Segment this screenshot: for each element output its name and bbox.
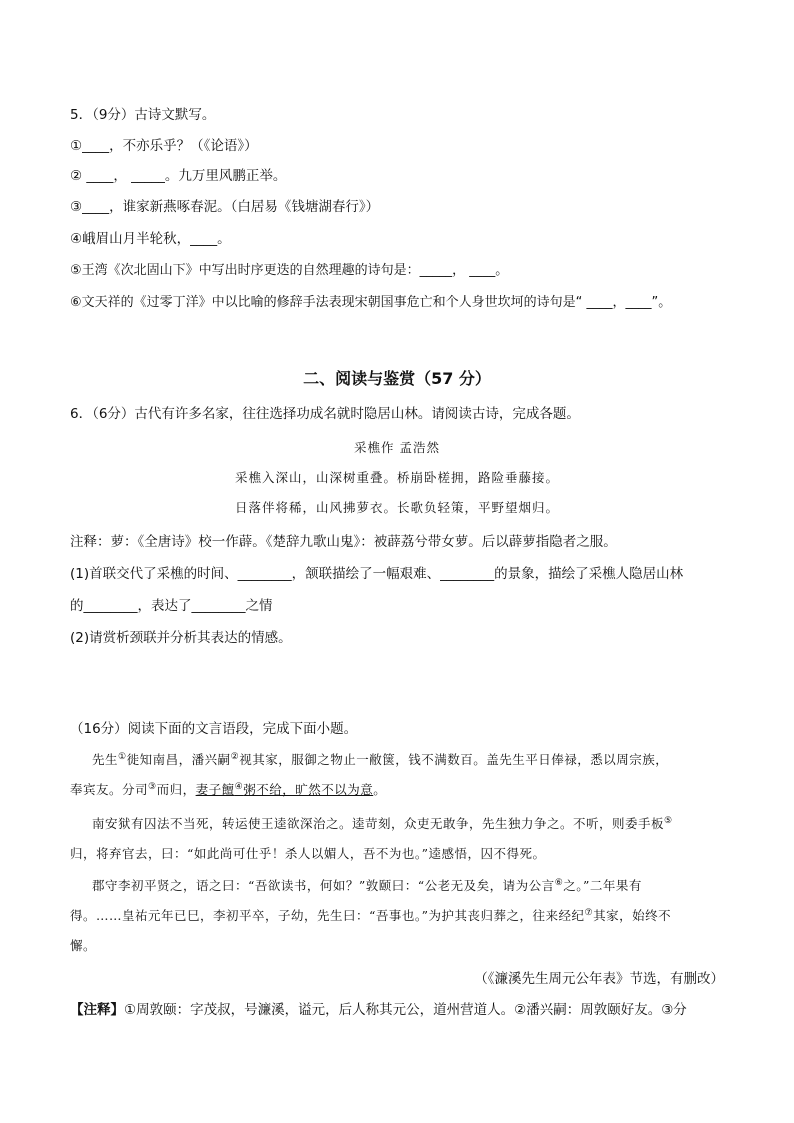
note-marker: ⑥: [554, 877, 564, 888]
notes-label: 【注释】: [70, 1002, 124, 1018]
text: 郡守李初平贤之，语之曰：“吾欲读书，何如？”敦颐曰：“公老无及矣，请为公言: [92, 878, 555, 893]
passage-source: （《濂溪先生周元公年表》节选，有删改）: [474, 971, 724, 987]
passage-p3-line3: 懈。: [70, 938, 97, 953]
note-marker: ①: [118, 751, 127, 762]
poem-line-1: 采樵入深山，山深树重叠。桥崩卧槎拥，路险垂藤接。: [234, 470, 559, 485]
q7-notes: [70, 998, 687, 1018]
q6-sub1-line2: 的________，表达了________之情: [70, 598, 273, 614]
notes-text: ①周敦颐：字茂叔，号濂溪，谥元，后人称其元公，道州营道人。②潘兴嗣：周敦颐好友。③分: [124, 1002, 687, 1018]
underlined-sentence: [196, 782, 374, 797]
text: 妻子饘: [195, 782, 235, 797]
note-marker: ④: [234, 781, 244, 792]
text: 而归，: [156, 782, 196, 797]
text: 得。……皇祐元年已巳，李初平卒，子幼，先生曰：“吾事也。”为护其丧归葬之，往来经纪: [70, 908, 585, 923]
text: 视其家，服御之物止一敝箧，钱不满数百。盖先生平日俸禄，悉以周宗族，: [239, 752, 669, 767]
text: 奉宾友。分司: [70, 782, 149, 797]
note-marker: ②: [230, 751, 240, 762]
q6-header: 6．（6分）古代有许多名家，往往选择功成名就时隐居山林。请阅读古诗，完成各题。: [70, 406, 580, 422]
q7-header: （16分）阅读下面的文言语段，完成下面小题。: [70, 721, 358, 737]
text: 徙知南昌，潘兴嗣: [126, 752, 231, 767]
poem-line-2: 日落伴将稀，山风拂萝衣。长歌负轻策，平野望烟归。: [234, 500, 559, 515]
passage-p3-line2: [70, 906, 671, 924]
q5-line-6: ⑥文天祥的《过零丁洋》中以比喻的修辞手法表现宋朝国事危亡和个人身世坎坷的诗句是“ ____，____”。: [70, 295, 672, 310]
passage-p2-line2: 归，将弃官去，曰：“如此尚可仕乎！杀人以媚人，吾不为也。”逵感悟，囚不得死。: [70, 846, 546, 861]
q5-header: 5．（9分）古诗文默写。: [70, 107, 216, 123]
text: 其家，始终不: [593, 908, 672, 923]
text: 南安狱有囚法不当死，转运使王逵欲深治之。逵苛刻，众吏无敢争，先生独力争之。不听，则委手板: [92, 816, 665, 831]
note-marker: ③: [148, 781, 157, 792]
q5-line-5: ⑤王湾《次北固山下》中写出时序更迭的自然理趣的诗句是：_____， ____。: [70, 263, 509, 278]
passage-p3-line1: [92, 876, 642, 894]
text: 先生: [92, 752, 119, 767]
note-marker: ⑤: [664, 815, 673, 826]
q5-line-2: ② ____， _____。九万里风鹏正举。: [70, 168, 287, 184]
note-marker: ⑦: [584, 907, 594, 918]
passage-p2-line1: [92, 814, 673, 832]
passage-p1-line2: [70, 780, 386, 798]
q6-sub2: (2)请赏析颈联并分析其表达的情感。: [70, 630, 292, 646]
q5-line-3: ③____，谁家新燕啄春泥。（白居易《钱塘湖春行》）: [70, 199, 380, 215]
text: 粥不给，旷然不以为意: [243, 782, 374, 797]
q5-line-1: ①____，不亦乐乎？（《论语》）: [70, 138, 258, 154]
poem-title: 采樵作 孟浩然: [354, 440, 440, 455]
q5-line-4: ④峨眉山月半轮秋，____。: [70, 231, 231, 247]
section-title: 二、阅读与鉴赏（57 分）: [303, 369, 491, 388]
q6-sub1-line1: (1)首联交代了采樵的时间、________，颔联描绘了一幅艰难、________的景象，描绘了采樵人隐居山林: [70, 566, 684, 582]
text: 。: [373, 782, 387, 797]
text: 之。”二年果有: [563, 878, 642, 893]
q6-note: 注释：萝：《全唐诗》校一作薜。《楚辞九歌山鬼》：被薜荔兮带女萝。后以薜萝指隐者之服。: [70, 534, 617, 550]
passage-p1-line1: [92, 750, 668, 768]
